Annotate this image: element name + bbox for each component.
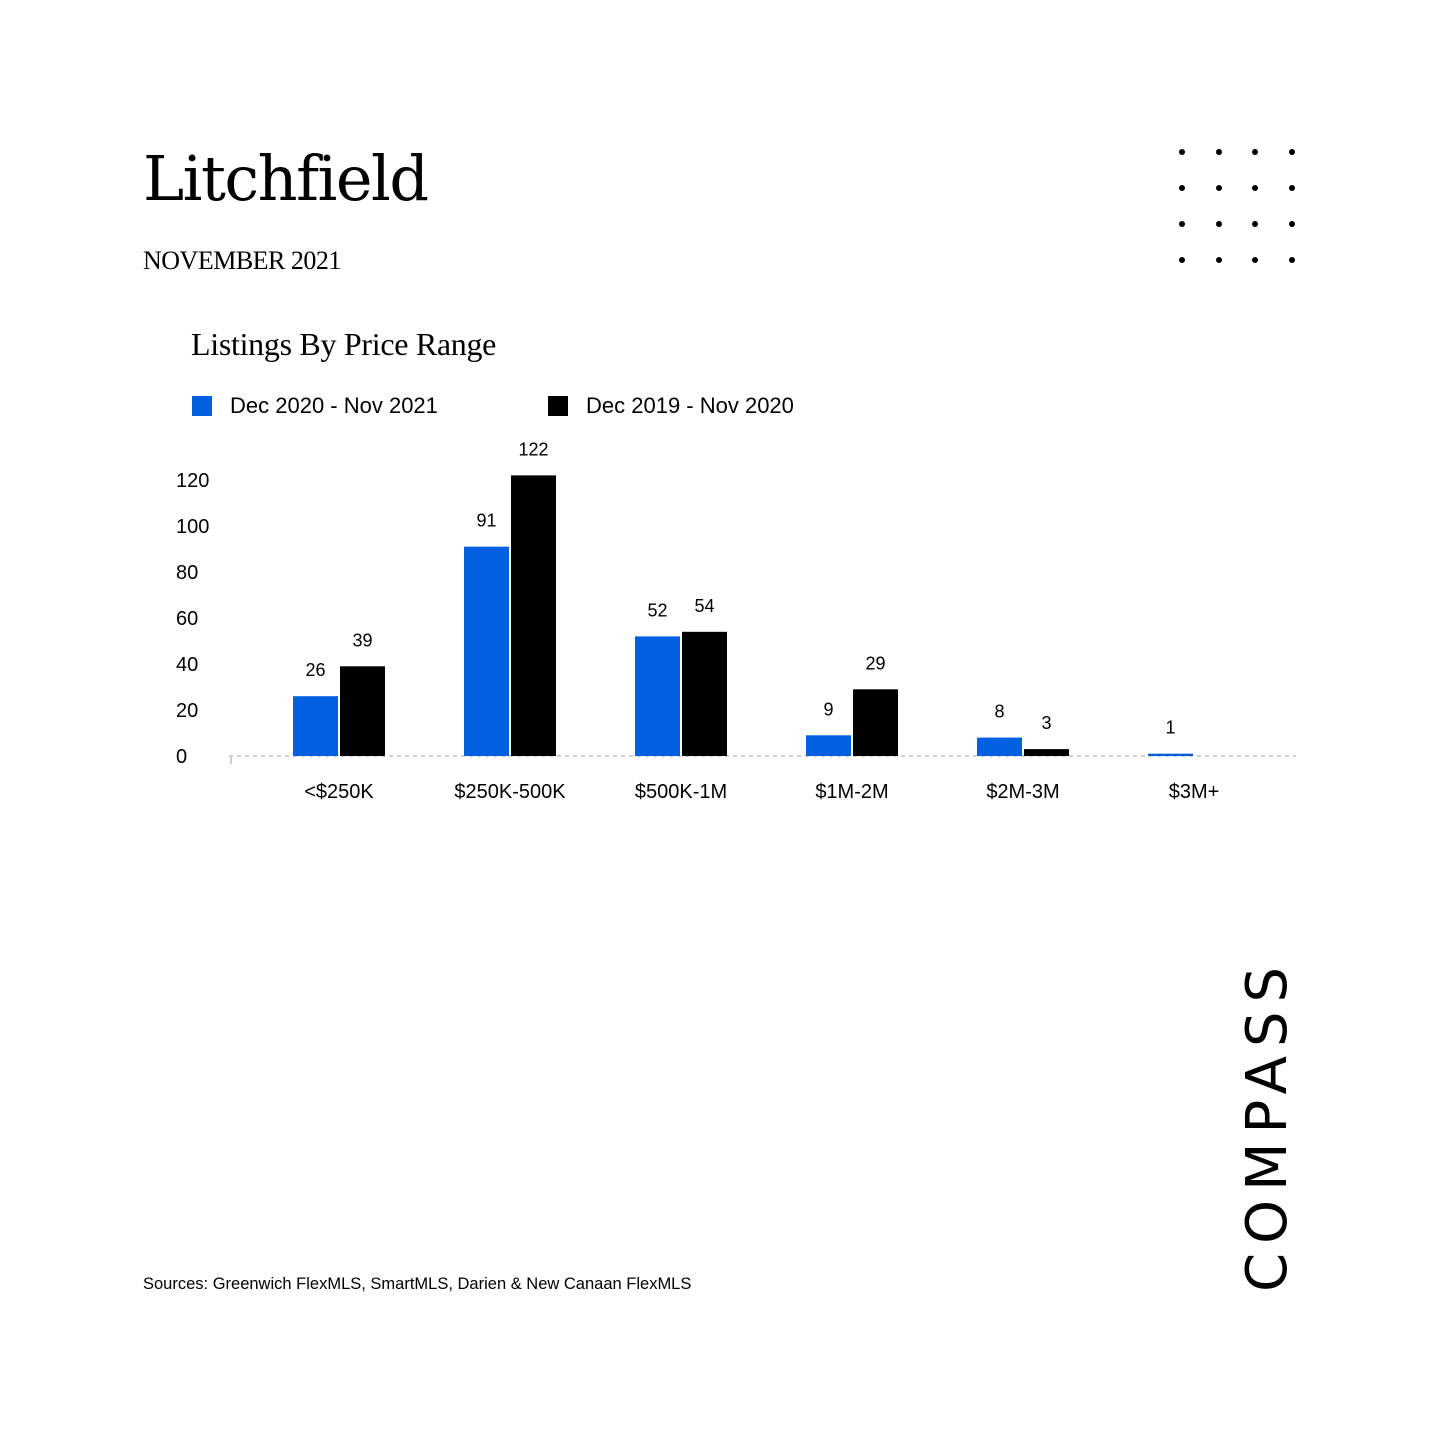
page-title: Litchfield bbox=[143, 142, 428, 215]
bar-value-label: 8 bbox=[994, 701, 1005, 722]
bar-value-label: 39 bbox=[352, 630, 373, 651]
y-tick-label: 100 bbox=[176, 516, 210, 538]
x-tick-label: $1M-2M bbox=[815, 781, 889, 803]
x-tick-label: $500K-1M bbox=[634, 781, 728, 803]
source-note: Sources: Greenwich FlexMLS, SmartMLS, Darien & New Canaan FlexMLS bbox=[143, 1275, 692, 1293]
y-tick-label: 120 bbox=[176, 470, 210, 492]
report-date: NOVEMBER 2021 bbox=[143, 246, 341, 275]
bar-value-label: 3 bbox=[1041, 713, 1052, 734]
legend-label-previous: Dec 2019 - Nov 2020 bbox=[586, 393, 794, 418]
bar-value-label: 91 bbox=[476, 510, 497, 531]
bar bbox=[682, 632, 727, 756]
bar-value-label: 1 bbox=[1165, 717, 1176, 738]
x-tick-label: $3M+ bbox=[1168, 781, 1220, 803]
bar bbox=[511, 475, 556, 756]
x-tick-label: <$250K bbox=[304, 781, 374, 803]
bar bbox=[1024, 749, 1069, 756]
bar bbox=[1148, 754, 1193, 756]
y-tick-label: 40 bbox=[176, 654, 199, 676]
bar bbox=[806, 735, 851, 756]
bar bbox=[293, 696, 338, 756]
bar bbox=[635, 636, 680, 756]
y-tick-label: 0 bbox=[176, 746, 188, 768]
bar-value-label: 29 bbox=[865, 653, 886, 674]
x-tick-label: $2M-3M bbox=[986, 781, 1060, 803]
x-tick-label: $250K-500K bbox=[454, 781, 566, 803]
y-tick-label: 60 bbox=[176, 608, 199, 630]
bar-value-label: 54 bbox=[694, 595, 715, 616]
legend-label-current: Dec 2020 - Nov 2021 bbox=[230, 393, 438, 418]
bar-value-label: 9 bbox=[823, 699, 834, 720]
bar bbox=[853, 689, 898, 756]
y-tick-label: 20 bbox=[176, 700, 199, 722]
chart-title: Listings By Price Range bbox=[191, 326, 497, 362]
bar bbox=[977, 738, 1022, 756]
bar bbox=[340, 666, 385, 756]
compass-logo: COMPASS bbox=[1235, 957, 1300, 1292]
bar bbox=[464, 547, 509, 756]
bar-value-label: 26 bbox=[305, 660, 326, 681]
bar-value-label: 52 bbox=[647, 600, 668, 621]
bar-value-label: 122 bbox=[518, 439, 549, 460]
y-tick-label: 80 bbox=[176, 562, 199, 584]
